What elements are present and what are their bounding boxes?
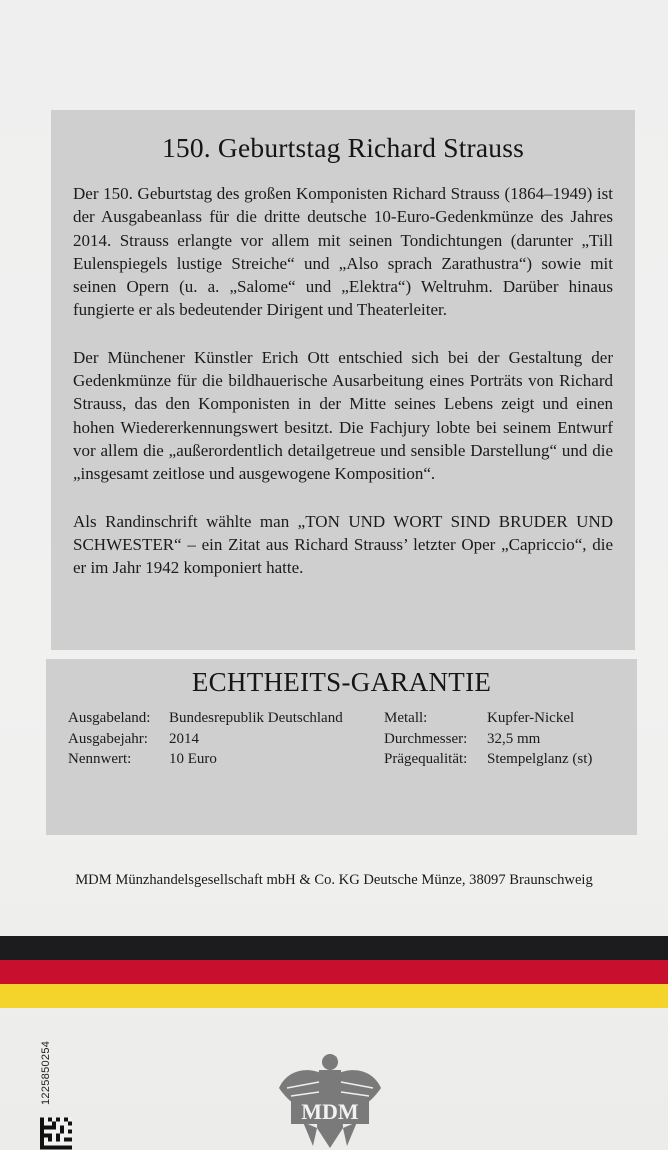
spec-label: Nennwert: — [68, 751, 132, 767]
flag-stripe-gold — [0, 984, 668, 1008]
spec-value: Kupfer-Nickel — [487, 710, 575, 726]
serial-number: 1225850254 — [40, 1040, 52, 1105]
spec-value: 10 Euro — [169, 751, 217, 767]
spec-label: Metall: — [384, 710, 428, 726]
article-panel — [51, 110, 635, 650]
spec-row — [68, 729, 615, 750]
spec-label: Ausgabejahr: — [68, 730, 148, 747]
article-paragraph-1: Der 150. Geburtstag des großen Komponisten Richard Strauss (1864–1949) ist der Ausgabeanlass für die dritte deutsche 10-Euro-Gedenkmünze des Jahres 2014. Strauss erlangte vor allem mit seinen Tondichtungen (darunter „Till Eulenspiegels lustige Streiche“ und „Also sprach Zarathustra“) sowie mit seinen Opern (u. a. „Salome“ und „Elektra“) Weltruhm. Darüber hinaus fungierte er als bedeutender Dirigent und Theaterleiter. — [73, 184, 613, 320]
article-paragraph-3: Als Randinschrift wählte man „TON UND WORT SIND BRUDER UND SCHWESTER“ – ein Zitat aus Richard Strauss’ letzter Oper „Capriccio“, die er im Jahr 1942 komponiert hatte. — [73, 511, 613, 578]
article-title: 150. Geburtstag Richard Strauss — [161, 132, 525, 163]
logo-text: MDM — [301, 1099, 359, 1124]
spec-label: Durchmesser: — [384, 730, 468, 747]
spec-value: 2014 — [169, 730, 199, 747]
publisher-line: MDM Münzhandelsgesellschaft mbH & Co. KG Deutsche Münze, 38097 Braunschweig — [75, 872, 593, 888]
spec-row — [68, 708, 615, 729]
spec-value: Stempelglanz (st) — [487, 751, 593, 767]
datamatrix-code-icon — [40, 1117, 72, 1150]
spec-value: Bundesrepublik Deutschland — [169, 710, 343, 726]
certificate-panel — [46, 659, 637, 835]
spec-row — [68, 749, 615, 770]
spec-label: Ausgabeland: — [68, 710, 151, 726]
certificate-title: ECHTHEITS-GARANTIE — [191, 667, 492, 697]
article-paragraph-2: Der Münchener Künstler Erich Ott entschied sich bei der Gestaltung der Gedenkmünze für die bildhauerische Ausarbeitung eines Porträts von Richard Strauss, das den Komponisten in der Mitte seines Lebens zeigt und einen hohen Wiedererkennungswert besitzt. Die Fachjury lobte bei seinem Entwurf vor allem die „außerordentlich detailgetreue und sensible Darstellung“ und die „insgesamt zeitlose und ausgewogene Komposition“. — [73, 347, 613, 484]
flag-stripe-black — [0, 936, 668, 960]
spec-table — [68, 708, 615, 770]
spec-value: 32,5 mm — [487, 730, 541, 747]
flag-stripe-red — [0, 960, 668, 984]
spec-label: Prägequalität: — [384, 751, 468, 767]
eagle-logo-icon — [273, 1048, 387, 1150]
